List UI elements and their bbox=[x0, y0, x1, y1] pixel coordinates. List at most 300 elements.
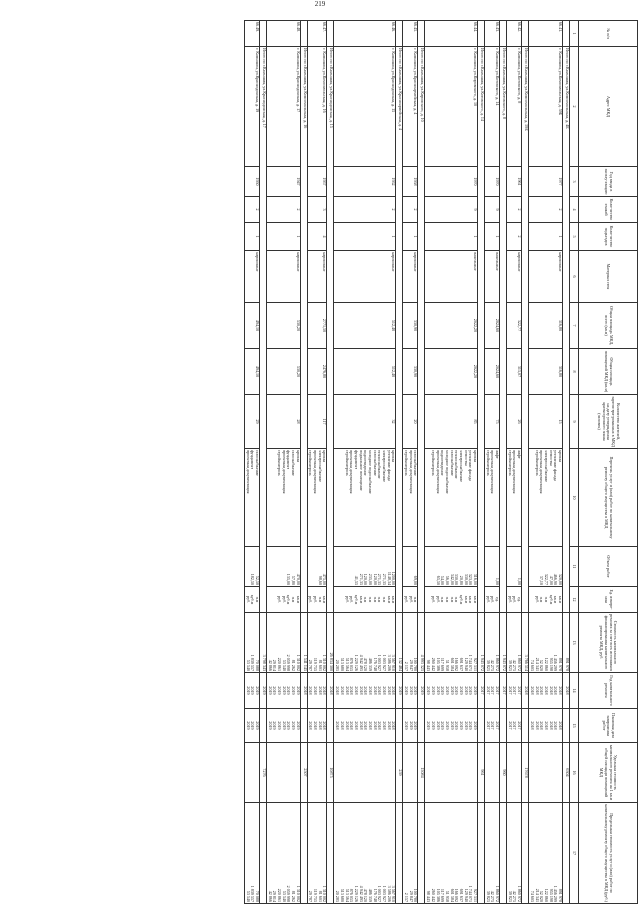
cell-line: руб. bbox=[344, 595, 350, 604]
cell-line: лифт bbox=[495, 450, 501, 459]
total-label: Итого по г.Камышин, ул.Комсомольская, д. 59Б bbox=[522, 47, 529, 613]
works-list bbox=[244, 449, 259, 547]
limit-costs bbox=[507, 803, 522, 904]
cell-line: 2019 bbox=[473, 686, 479, 695]
limit-costs bbox=[485, 803, 500, 904]
cell-line: 2018 bbox=[317, 686, 323, 695]
house-row bbox=[244, 21, 259, 904]
premises-area: 2022,20 bbox=[425, 349, 478, 395]
cell-line: 466,90 bbox=[553, 573, 559, 585]
cell-line: кв.м bbox=[553, 595, 559, 604]
floors: 2 bbox=[507, 197, 522, 223]
costs bbox=[485, 613, 500, 673]
cell-line: 39 825 bbox=[485, 659, 491, 671]
wall-material: кирпичные bbox=[334, 251, 396, 303]
total-done bbox=[418, 709, 425, 743]
completion-dates bbox=[507, 709, 522, 743]
work-volumes bbox=[425, 547, 478, 587]
column-number-cell: 3 bbox=[570, 167, 579, 197]
cell-line: 691 637 bbox=[459, 888, 464, 902]
total-row bbox=[259, 21, 266, 904]
column-number-cell: 13 bbox=[570, 613, 579, 673]
cell-line: кв.м bbox=[295, 595, 301, 604]
wall-material: панельные bbox=[425, 251, 478, 303]
total-cell bbox=[478, 21, 485, 47]
cell-line: 2019 bbox=[281, 721, 287, 730]
cell-line: 2019 bbox=[267, 721, 273, 730]
year-built: 1977 bbox=[529, 167, 563, 197]
cell-line: 51 958 bbox=[444, 659, 450, 671]
cell-line: 2018 bbox=[372, 721, 378, 730]
cell-line: 513 564 bbox=[344, 657, 350, 671]
cell-line: 220 861 bbox=[277, 888, 282, 902]
total-cell bbox=[327, 21, 334, 47]
cell-line: 2019 bbox=[254, 686, 260, 695]
column-number-cell: 12 bbox=[570, 587, 579, 613]
cell-line: 260 442 bbox=[430, 657, 436, 671]
cell-line: утепление фасада bbox=[468, 450, 474, 481]
cell-line: стройконтроль bbox=[534, 450, 540, 476]
completion-dates bbox=[334, 709, 396, 743]
total-cost: 891 978 bbox=[563, 613, 570, 673]
cell-line: кв.м bbox=[322, 595, 328, 604]
cell-line: кв.м bbox=[358, 595, 364, 604]
total-limit bbox=[259, 803, 266, 904]
address: г. Камышин, ул.Комсомольская, д. 59Б bbox=[529, 47, 563, 167]
cell-line: 891 978 bbox=[558, 657, 563, 671]
header-cell: Адрес МКД bbox=[579, 47, 638, 167]
cell-line: 29 847 bbox=[408, 659, 414, 671]
cell-line: 322,77 bbox=[543, 573, 549, 585]
cell-line: 98 443 bbox=[426, 890, 432, 902]
cell-line: 1,00 bbox=[495, 577, 501, 585]
units bbox=[507, 587, 522, 613]
cell-line: кв.м bbox=[386, 595, 392, 604]
cell-line: 42 275 bbox=[512, 659, 518, 671]
cell-line: 100 780 bbox=[413, 888, 419, 902]
cell-line: 330,00 bbox=[463, 573, 469, 585]
cell-line: 271,35 bbox=[377, 573, 383, 585]
header-cell: Год капитального ремонта bbox=[579, 673, 638, 709]
cell-line: 2018 bbox=[317, 721, 323, 730]
costs bbox=[507, 613, 522, 673]
cell-line: руб. bbox=[308, 595, 314, 604]
cell-line: электроснабжение bbox=[382, 450, 388, 483]
row-number: 66.45. bbox=[403, 21, 418, 47]
column-number-cell: 10 bbox=[570, 449, 579, 547]
cell-line: 2018 bbox=[368, 721, 373, 730]
cell-line: 2019 bbox=[413, 721, 419, 730]
cell-line: 1148,34 bbox=[386, 571, 392, 585]
cell-line: 2018 bbox=[548, 721, 554, 730]
cell-line: 117 699 bbox=[440, 888, 446, 902]
floors: 2 bbox=[529, 197, 563, 223]
wall-material: кирпичные bbox=[403, 251, 418, 303]
total-specific: 6304 bbox=[563, 743, 570, 803]
cell-line: 1 860 972 bbox=[495, 885, 501, 902]
row-number: 66.47. bbox=[307, 21, 327, 47]
cell-line: руб. bbox=[245, 595, 251, 604]
cell-line: 53 540 bbox=[245, 890, 251, 902]
specific-cost bbox=[307, 743, 327, 803]
total-limit bbox=[300, 803, 307, 904]
wall-material: кирпичные bbox=[266, 251, 300, 303]
cell-line bbox=[507, 548, 512, 585]
house-row bbox=[334, 21, 396, 904]
cell-line: 2018 bbox=[363, 686, 369, 695]
cell-line: 105 386 bbox=[435, 657, 441, 671]
specific-cost bbox=[485, 743, 500, 803]
cell-line: 29 814 bbox=[272, 890, 278, 902]
residents: 20 bbox=[403, 395, 418, 449]
cell-line: 81 262 bbox=[291, 890, 297, 902]
cell-line bbox=[403, 548, 408, 585]
floors: 2 bbox=[334, 197, 396, 223]
cell-line: 1 003 927 bbox=[377, 654, 383, 671]
completion-dates bbox=[307, 709, 327, 743]
header-cell: Материал стен bbox=[579, 251, 638, 303]
column-number-cell: 2 bbox=[570, 47, 579, 167]
cell-line: 2019 bbox=[459, 721, 464, 730]
cell-line: п.м bbox=[449, 596, 455, 603]
cell-line: 3 586 206 bbox=[386, 885, 392, 902]
cell-line: 2019 bbox=[245, 721, 251, 730]
cell-line: 2019 bbox=[408, 721, 414, 730]
cell-line: 876 055 bbox=[349, 657, 355, 671]
repair-years bbox=[403, 673, 418, 709]
cell-line: руб. bbox=[313, 595, 319, 604]
cell-line: п.м bbox=[413, 596, 419, 603]
cell-line: 2018 bbox=[377, 686, 383, 695]
cell-line: ед. bbox=[517, 597, 523, 602]
cell-line: 2017 bbox=[507, 721, 513, 730]
column-number-cell: 15 bbox=[570, 709, 579, 743]
cell-line: 2019 bbox=[250, 721, 256, 730]
cell-line: кв.м bbox=[391, 595, 397, 604]
entrances: 1 bbox=[485, 223, 500, 251]
cell-line: 2019 bbox=[440, 686, 446, 695]
total-cost: 26 834 300 bbox=[327, 613, 334, 673]
works-list bbox=[307, 449, 327, 547]
works-list bbox=[485, 449, 500, 547]
cell-line: п.м bbox=[382, 596, 388, 603]
cell-line: 2018 bbox=[377, 721, 383, 730]
total-label: Итого по г.Камышин, ул.Кировского, д. 10 bbox=[418, 47, 425, 613]
cell-line: 2019 bbox=[440, 721, 446, 730]
cell-line: 81 601 bbox=[317, 659, 323, 671]
premises-area: 315,07 bbox=[507, 349, 522, 395]
residents: 32 bbox=[334, 395, 396, 449]
cell-line: 3 567 910 bbox=[391, 654, 397, 671]
cell-line: водоотведение bbox=[363, 450, 369, 476]
total-specific: 960 bbox=[500, 743, 507, 803]
cell-line: проектная документация bbox=[245, 450, 251, 494]
cell-line: 20 285 bbox=[335, 890, 341, 902]
costs bbox=[403, 613, 418, 673]
cell-line: 2019 bbox=[413, 686, 419, 695]
cell-line: 4 942 495 bbox=[358, 885, 364, 902]
limit-costs bbox=[307, 803, 327, 904]
repair-years bbox=[307, 673, 327, 709]
completion-dates bbox=[244, 709, 259, 743]
cell-line: 2018 bbox=[313, 686, 319, 695]
total-row bbox=[500, 21, 507, 904]
cell-line: 320,00 bbox=[558, 573, 563, 585]
total-specific: 17678 bbox=[522, 743, 529, 803]
header-cell: № п/п bbox=[579, 21, 638, 47]
work-volumes bbox=[266, 547, 300, 587]
year-built: 1961 bbox=[507, 167, 522, 197]
works-list bbox=[403, 449, 418, 547]
cell-line: 1200,00 bbox=[391, 571, 397, 585]
total-cost: 1 943 072 bbox=[500, 613, 507, 673]
completion-dates bbox=[266, 709, 300, 743]
header-cell: Коли-чество подъездов bbox=[579, 223, 638, 251]
wall-material: кирпичные bbox=[307, 251, 327, 303]
cell-line: п.м bbox=[372, 596, 378, 603]
cell-line: п.м bbox=[363, 596, 369, 603]
total-row bbox=[478, 21, 485, 904]
units bbox=[266, 587, 300, 613]
row-number: 66.48. bbox=[266, 21, 300, 47]
cell-line: 120,00 bbox=[372, 573, 378, 585]
cell-line: 1 839 557 bbox=[250, 885, 256, 902]
cell-line: 117 699 bbox=[440, 657, 446, 671]
total-label: Итого по г.Камышин, ул.Комсомольская, д. 4Б bbox=[563, 47, 570, 613]
cell-line: 51 958 bbox=[444, 890, 450, 902]
cell-line: 39 825 bbox=[507, 890, 513, 902]
total-year: 2019 bbox=[418, 673, 425, 709]
entrances: 2 bbox=[507, 223, 522, 251]
cell-line: 1 310 002 bbox=[322, 885, 328, 902]
costs bbox=[334, 613, 396, 673]
header-row bbox=[579, 21, 638, 904]
cell-line: кв.м bbox=[463, 595, 469, 604]
year-built: 1957 bbox=[307, 167, 327, 197]
cell-line: 53 540 bbox=[245, 659, 251, 671]
cell-line: 323,00 bbox=[468, 573, 474, 585]
cell-line: 119 755 bbox=[313, 657, 319, 671]
units bbox=[403, 587, 418, 613]
cell-line: п.м bbox=[539, 596, 545, 603]
rotated-table-container bbox=[2, 20, 638, 903]
cell-line: п.м bbox=[317, 596, 323, 603]
premises-area: 2476,80 bbox=[307, 349, 327, 395]
units bbox=[425, 587, 478, 613]
cell-line: 330,00 bbox=[454, 573, 460, 585]
cell-line: газоснабжение bbox=[372, 450, 378, 476]
cell-line: 1 860 972 bbox=[495, 654, 501, 671]
column-number-cell: 7 bbox=[570, 303, 579, 349]
cell-line: газоснабжение bbox=[291, 450, 297, 476]
cell-line: 214 341 bbox=[534, 657, 540, 671]
cell-line: руб. bbox=[435, 595, 441, 604]
entrances: 1 bbox=[425, 223, 478, 251]
cell-line: 2018 bbox=[363, 721, 369, 730]
cell-line: 69,00 bbox=[413, 575, 419, 585]
cell-line: проектная документация bbox=[408, 450, 414, 494]
costs bbox=[425, 613, 478, 673]
wall-material: кирпичные bbox=[529, 251, 563, 303]
cell-line: руб. bbox=[490, 595, 496, 604]
total-cell bbox=[500, 21, 507, 47]
cell-line: 52 020 bbox=[539, 659, 545, 671]
cell-line: газоснабжение bbox=[413, 450, 419, 476]
cell-line: 1 003 927 bbox=[377, 885, 383, 902]
cell-line: 2018 bbox=[368, 686, 373, 695]
cell-line: 260 442 bbox=[430, 888, 436, 902]
total-label: Итого по г.Камышин, ул.Краснодонская, д. 17 bbox=[259, 47, 266, 613]
total-year: 2018 bbox=[327, 673, 334, 709]
cell-line: 2019 bbox=[463, 721, 469, 730]
cell-line: 2019 bbox=[254, 721, 260, 730]
floors: 9 bbox=[485, 197, 500, 223]
cell-line: 2019 bbox=[435, 686, 441, 695]
total-row bbox=[327, 21, 334, 904]
cell-line: 176 748 bbox=[372, 888, 378, 902]
entrances: 1 bbox=[266, 223, 300, 251]
premises-area: 512,40 bbox=[334, 349, 396, 395]
work-volumes bbox=[507, 547, 522, 587]
column-number-cell: 16 bbox=[570, 743, 579, 803]
capital-repair-table bbox=[244, 20, 638, 904]
cell-line: 1,00 bbox=[517, 577, 523, 585]
address: г. Камышин, ул.Котовского, д. 8 bbox=[507, 47, 522, 167]
cell-line: 2019 bbox=[291, 686, 297, 695]
cell-line: 1 310 002 bbox=[322, 654, 328, 671]
cell-line: газоснабжение bbox=[449, 450, 455, 476]
cell-line: 2019 bbox=[408, 686, 414, 695]
column-number-cell: 14 bbox=[570, 673, 579, 709]
cell-line: стройконтроль bbox=[277, 450, 282, 476]
cell-line: отмостка bbox=[548, 450, 554, 466]
cell-line: 98,60 bbox=[317, 575, 323, 585]
cell-line: 470,00 bbox=[295, 573, 301, 585]
cell-line: 2019 bbox=[468, 686, 474, 695]
cell-line: 927 511 bbox=[473, 888, 479, 902]
cell-line: куб.м bbox=[459, 594, 464, 605]
total-done bbox=[478, 709, 485, 743]
cell-line: 2018 bbox=[322, 686, 328, 695]
cell-line: теплоснабжение bbox=[454, 450, 460, 479]
entrances: 1 bbox=[334, 223, 396, 251]
cell-line: 2018 bbox=[558, 686, 563, 695]
cell-line: 1 839 557 bbox=[250, 654, 256, 671]
work-volumes bbox=[334, 547, 396, 587]
total-limit bbox=[522, 803, 529, 904]
total-specific: 10875 bbox=[327, 743, 334, 803]
repair-years bbox=[425, 673, 478, 709]
cell-line: 42 866 bbox=[267, 659, 273, 671]
cell-line: 3 567 910 bbox=[391, 885, 397, 902]
cell-line: 122 860 bbox=[543, 657, 549, 671]
total-area: 330,90 bbox=[403, 303, 418, 349]
cell-line: 39 825 bbox=[507, 659, 513, 671]
cell-line: 42 275 bbox=[490, 659, 496, 671]
total-specific: 2507 bbox=[300, 743, 307, 803]
cell-line: 1 003 927 bbox=[382, 654, 388, 671]
total-area: 494,10 bbox=[244, 303, 259, 349]
cell-line: 2019 bbox=[468, 721, 474, 730]
cell-line: 2018 bbox=[391, 721, 397, 730]
cell-line: 2019 bbox=[459, 686, 464, 695]
header-cell: Удельная стоимость капитального ремонта на 1 кв.м общей площади помещений МКД bbox=[579, 743, 638, 803]
column-number-cell: 8 bbox=[570, 349, 579, 395]
cell-line: 29 787 bbox=[308, 659, 314, 671]
residents: 15 bbox=[529, 395, 563, 449]
address: г. Камышин, ул.Кировского, д. 10 bbox=[425, 47, 478, 167]
cell-line: 52,50 bbox=[254, 575, 260, 585]
cell-line: 20 285 bbox=[335, 659, 341, 671]
cell-line: 2017 bbox=[512, 721, 518, 730]
cell-line: 166 092 bbox=[454, 657, 460, 671]
cell-line: проектная документация bbox=[539, 450, 545, 494]
total-area: 2022,20 bbox=[425, 303, 478, 349]
cell-line: 2019 bbox=[454, 721, 460, 730]
cell-line: 2019 bbox=[267, 686, 273, 695]
house-row bbox=[507, 21, 522, 904]
costs bbox=[307, 613, 327, 673]
cell-line: проектная документация bbox=[490, 450, 496, 494]
cell-line: 2017 bbox=[495, 721, 501, 730]
cell-line: 70 088 bbox=[254, 659, 260, 671]
cell-line: 2019 bbox=[444, 686, 450, 695]
cell-line: п.м bbox=[254, 596, 260, 603]
work-volumes bbox=[307, 547, 327, 587]
cell-line: утепление фасада bbox=[386, 450, 392, 481]
cell-line: п.м bbox=[291, 596, 297, 603]
cell-line: 122 860 bbox=[543, 888, 549, 902]
cell-line: 2018 bbox=[313, 721, 319, 730]
cell-line: 53 540 bbox=[281, 659, 287, 671]
cell-line: 2019 bbox=[286, 721, 292, 730]
work-volumes bbox=[485, 547, 500, 587]
works-list bbox=[266, 449, 300, 547]
completion-dates bbox=[529, 709, 563, 743]
cell-line: 601 584 bbox=[449, 888, 455, 902]
cell-line: руб. bbox=[534, 595, 540, 604]
cell-line: 70 088 bbox=[254, 890, 260, 902]
cell-line: куб.м bbox=[548, 594, 554, 605]
cell-line: 513 564 bbox=[344, 888, 350, 902]
cell-line: 2019 bbox=[404, 721, 410, 730]
costs bbox=[244, 613, 259, 673]
total-specific: 7276 bbox=[259, 743, 266, 803]
cell-line: 2 059 998 bbox=[286, 654, 292, 671]
total-cell bbox=[418, 21, 425, 47]
address: г. Камышин, ул.Краснодонская, д. 15 bbox=[334, 47, 396, 167]
cell-line: газоснабжение bbox=[254, 450, 260, 476]
cell-line: 2018 bbox=[335, 686, 341, 695]
cell-line: 1 860 972 bbox=[517, 654, 523, 671]
total-limit bbox=[396, 803, 403, 904]
cell-line: 2017 bbox=[517, 686, 523, 695]
costs bbox=[529, 613, 563, 673]
cell-line: 2018 bbox=[386, 686, 392, 695]
total-year: 2018 bbox=[563, 673, 570, 709]
total-limit bbox=[327, 803, 334, 904]
cell-line: 2018 bbox=[553, 721, 559, 730]
cell-line: 1 229 126 bbox=[353, 885, 359, 902]
cell-line: 2019 bbox=[449, 721, 455, 730]
cell-line: 2017 bbox=[490, 686, 496, 695]
total-cell bbox=[300, 21, 307, 47]
total-area: 2024,60 bbox=[485, 303, 500, 349]
house-row bbox=[485, 21, 500, 904]
header-cell: Год ввода в эксплу-атацию bbox=[579, 167, 638, 197]
cell-line: кровля bbox=[391, 450, 397, 462]
cell-line: 2018 bbox=[382, 686, 388, 695]
